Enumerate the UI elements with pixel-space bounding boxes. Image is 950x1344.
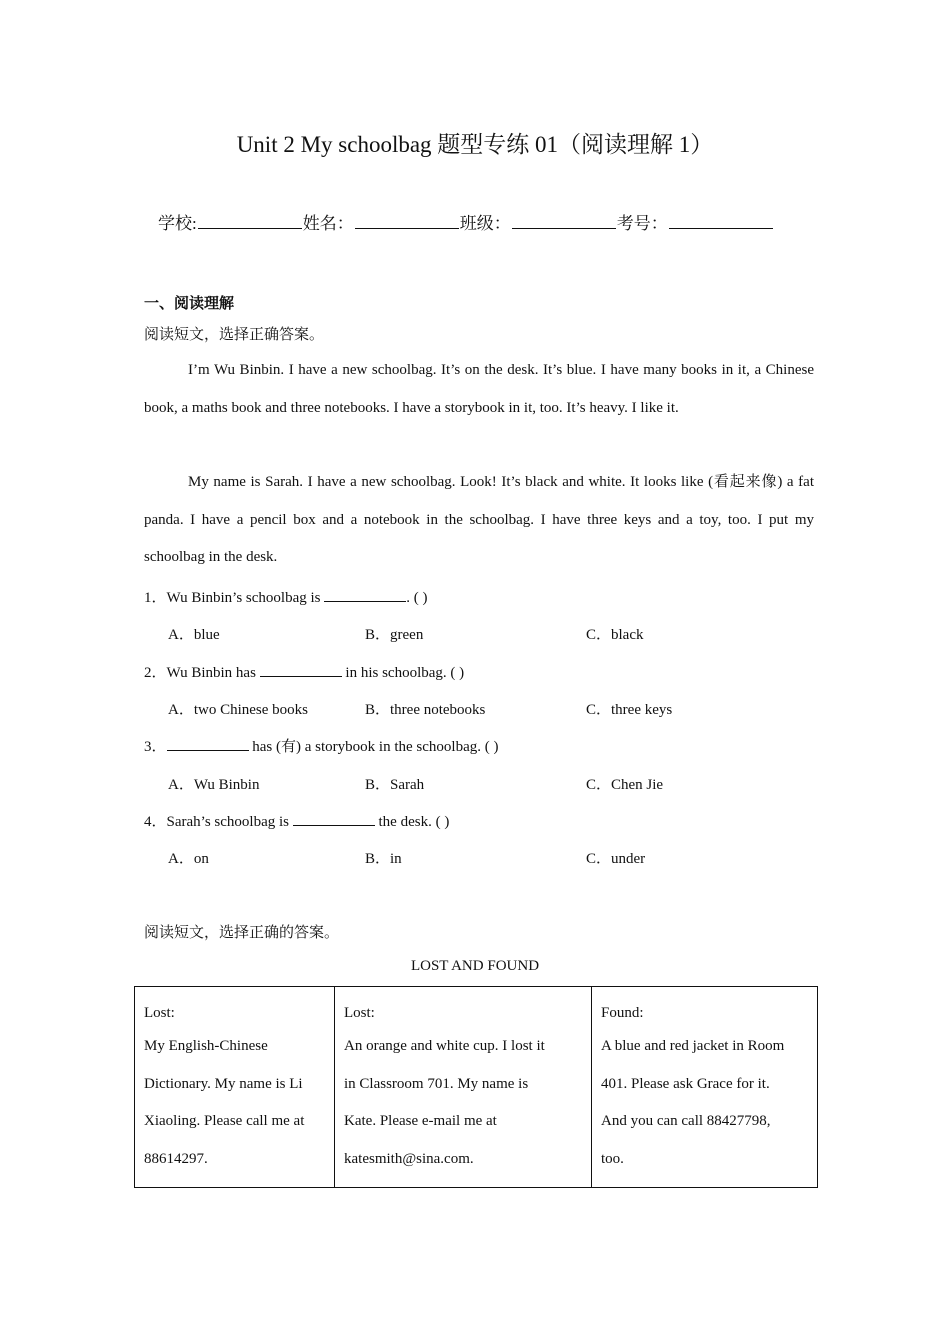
- question-text-after: has (有) a storybook in the schoolbag. ( ): [248, 739, 499, 755]
- notice-cell: [135, 987, 335, 1188]
- table-title: LOST AND FOUND: [410, 958, 540, 974]
- notice-line: 401. Please ask Grace for it.: [601, 1075, 770, 1092]
- class-label: 班级：: [459, 214, 511, 233]
- question-2: [144, 661, 464, 682]
- page-title: Unit 2 My schoolbag 题型专练 01（阅读理解 1）: [236, 132, 714, 157]
- notice-line: too.: [601, 1150, 624, 1167]
- lost-and-found-table: [134, 986, 818, 1188]
- notice-line: Xiaoling. Please call me at: [144, 1113, 305, 1129]
- question-text-after: the desk. ( ): [374, 814, 450, 830]
- option-c[interactable]: C．Chen Jie: [586, 777, 664, 793]
- answer-blank[interactable]: [293, 811, 375, 826]
- school-blank[interactable]: [198, 212, 302, 229]
- answer-blank[interactable]: [324, 587, 406, 602]
- question-text-before: Wu Binbin’s schoolbag is: [166, 590, 325, 606]
- question-number: 4．: [144, 814, 167, 830]
- notice-line: Kate. Please e-mail me at: [344, 1113, 497, 1129]
- option-b[interactable]: B．green: [365, 627, 424, 643]
- question-text-after: in his schoolbag. ( ): [341, 665, 465, 681]
- question-number: 1．: [144, 590, 167, 606]
- question-text-before: Sarah’s schoolbag is: [166, 814, 293, 830]
- passage-1: [144, 352, 814, 427]
- question-3: [144, 735, 498, 756]
- notice-line: Dictionary. My name is Li: [144, 1075, 303, 1092]
- question-4: [144, 810, 449, 831]
- notice-head: Lost:: [344, 1005, 375, 1021]
- passage-2: [144, 464, 814, 577]
- section-instruction: 阅读短文，选择正确答案。: [144, 327, 325, 343]
- notice-line: katesmith@sina.com.: [344, 1150, 474, 1167]
- notice-cell: [592, 987, 818, 1188]
- passage-2-text: My name is Sarah. I have a new schoolbag. Look! It’s black and white. It looks like (看起来像) a fat panda. I have a pencil box and a notebook in the schoolbag. I have three keys and a toy, too. I put my schoolbag in the desk.: [144, 474, 814, 565]
- option-a[interactable]: A．on: [168, 851, 209, 867]
- option-a[interactable]: A．blue: [168, 627, 220, 643]
- answer-blank[interactable]: [260, 662, 342, 677]
- question-1: [144, 586, 428, 607]
- notice-head: Lost:: [144, 1005, 175, 1021]
- option-a[interactable]: A．two Chinese books: [168, 702, 308, 718]
- class-blank[interactable]: [512, 212, 616, 229]
- notice-line: My English-Chinese: [144, 1038, 268, 1054]
- option-b[interactable]: B．in: [365, 851, 402, 867]
- passage-1-text: I’m Wu Binbin. I have a new schoolbag. It’s on the desk. It’s blue. I have many books in it, a Chinese book, a maths book and three notebooks. I have a storybook in it, too. It’s heavy. I like it.: [144, 362, 814, 416]
- name-blank[interactable]: [355, 212, 459, 229]
- answer-blank[interactable]: [167, 736, 249, 751]
- notice-line: A blue and red jacket in Room: [601, 1038, 785, 1054]
- question-number: 2．: [144, 665, 167, 681]
- option-c[interactable]: C．black: [586, 627, 644, 643]
- option-c[interactable]: C．under: [586, 851, 646, 867]
- question-text-after: . ( ): [406, 590, 428, 606]
- school-label: 学校:: [158, 214, 197, 233]
- option-b[interactable]: B．Sarah: [365, 777, 425, 793]
- question-number: 3．: [144, 739, 167, 755]
- notice-cell: [335, 987, 592, 1188]
- section2-instruction: 阅读短文，选择正确的答案。: [144, 925, 340, 941]
- option-a[interactable]: A．Wu Binbin: [168, 777, 260, 793]
- option-b[interactable]: B．three notebooks: [365, 702, 486, 718]
- notice-line: 88614297.: [144, 1150, 208, 1167]
- option-c[interactable]: C．three keys: [586, 702, 673, 718]
- notice-head: Found:: [601, 1005, 644, 1021]
- question-text-before: Wu Binbin has: [166, 665, 260, 681]
- exam-no-blank[interactable]: [669, 212, 773, 229]
- exam-no-label: 考号：: [616, 214, 668, 233]
- notice-line: And you can call 88427798,: [601, 1113, 771, 1129]
- student-info-row: [158, 209, 774, 234]
- section-heading: 一、阅读理解: [144, 296, 235, 312]
- notice-line: An orange and white cup. I lost it: [344, 1038, 545, 1054]
- name-label: 姓名：: [302, 214, 354, 233]
- notice-line: in Classroom 701. My name is: [344, 1075, 529, 1092]
